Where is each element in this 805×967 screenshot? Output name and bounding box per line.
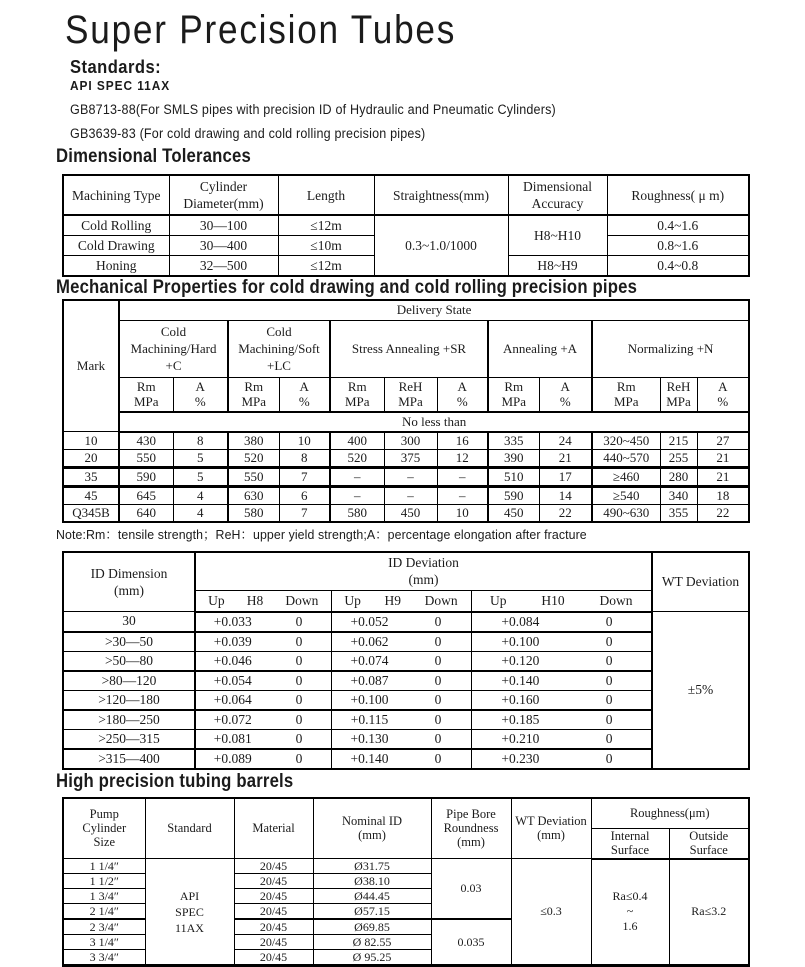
cell: >315—400 [63,749,195,769]
cell: 645 [119,486,173,504]
table-row [63,552,749,591]
cell: 280 [660,467,697,486]
header-wt-deviation: WT Deviation (mm) [511,798,591,859]
cell-straightness: 0.3~1.0/1000 [374,215,508,276]
cell: 1 1/4″ [63,859,145,874]
table-row [63,467,749,486]
cell: +0.033 0 [195,612,331,632]
table-row [63,710,749,730]
cell: +0.064 0 [195,690,331,710]
cell: Ø 95.25 [313,950,431,966]
cell: – [437,467,488,486]
cell: 4 [173,486,228,504]
mechanical-properties-table [62,299,750,523]
id-deviation-table [62,551,750,770]
header-a: A % [437,377,488,412]
header-rm: Rm MPa [592,377,660,412]
cell: 380 [228,432,279,450]
cell: 510 [488,467,539,486]
table-row [63,632,749,652]
cell: 3 1/4″ [63,935,145,950]
cell: ≤12m [278,256,374,277]
cell: +0.052 0 [331,612,471,632]
header-a: A % [539,377,592,412]
cell: 580 [228,504,279,522]
header-cold-machining-soft: Cold Machining/Soft +LC [228,320,330,377]
cell: 375 [384,449,437,467]
cell: 30 [63,612,195,632]
header-rm: Rm MPa [330,377,384,412]
cell: +0.185 0 [471,710,652,730]
cell: – [437,486,488,504]
cell: 7 [279,467,330,486]
header-outside-surface: Outside Surface [669,828,749,859]
cell: 22 [697,504,749,522]
header-rm: Rm MPa [488,377,539,412]
cell: 0.4~0.8 [607,256,749,277]
cell: 215 [660,432,697,450]
cell: +0.160 0 [471,690,652,710]
cell: 20/45 [234,889,313,904]
cell: 20/45 [234,904,313,920]
cell: +0.072 0 [195,710,331,730]
cell: +0.100 0 [471,632,652,652]
header-cold-machining-hard: Cold Machining/Hard +C [119,320,228,377]
standard-gb8713: GB8713-88(For SMLS pipes with precision ID of Hydraulic and Pneumatic Cylinders) [70,101,754,118]
cell: Cold Drawing [63,236,169,256]
cell: 20/45 [234,859,313,874]
header-machining-type: Machining Type [63,175,169,215]
cell: 21 [539,449,592,467]
page-title: Super Precision Tubes [65,8,716,53]
table-row [63,175,749,215]
cell: 550 [119,449,173,467]
cell: +0.039 0 [195,632,331,652]
cell: 630 [228,486,279,504]
cell: 27 [697,432,749,450]
header-id-dimension: ID Dimension (mm) [63,552,195,612]
table-row [63,859,749,874]
cell: >80—120 [63,671,195,691]
cell: 30—400 [169,236,278,256]
table-row [63,671,749,691]
cell: 400 [330,432,384,450]
cell: +0.100 0 [331,690,471,710]
cell: +0.230 0 [471,749,652,769]
cell: +0.210 0 [471,729,652,749]
header-annealing: Annealing +A [488,320,592,377]
tubing-barrels-table [62,797,750,967]
cell: 10 [437,504,488,522]
cell: 440~570 [592,449,660,467]
cell: >120—180 [63,690,195,710]
table-row [63,215,749,236]
section-heading-tubing-barrels: High precision tubing barrels [56,771,715,793]
cell: Ø57.15 [313,904,431,920]
cell: Ø31.75 [313,859,431,874]
cell-wt-deviation: ±5% [652,612,749,769]
header-reh: ReH MPa [660,377,697,412]
table-row [63,377,749,412]
cell: +0.130 0 [331,729,471,749]
table-row [63,504,749,522]
header-pipe-bore-roundness: Pipe Bore Roundness (mm) [431,798,511,859]
cell: 20/45 [234,935,313,950]
cell: 12 [437,449,488,467]
cell: 590 [119,467,173,486]
standard-api-spec: API SPEC 11AX [70,79,768,94]
cell: 21 [697,467,749,486]
cell: – [384,486,437,504]
cell: +0.089 0 [195,749,331,769]
header-rm: Rm MPa [228,377,279,412]
cell: 32—500 [169,256,278,277]
cell: 20 [63,449,119,467]
header-a: A % [173,377,228,412]
header-roughness-group: Roughness(μm) [591,798,749,829]
cell: 2 3/4″ [63,919,145,935]
cell: 640 [119,504,173,522]
cell: 520 [330,449,384,467]
header-reh: ReH MPa [384,377,437,412]
cell: 18 [697,486,749,504]
header-mark: Mark [63,300,119,432]
cell: 3 3/4″ [63,950,145,966]
header-rm: Rm MPa [119,377,173,412]
header-cylinder-diameter: Cylinder Diameter(mm) [169,175,278,215]
cell: ≤10m [278,236,374,256]
cell: Ø 82.55 [313,935,431,950]
cell-accuracy: H8~H10 [508,215,607,256]
header-a: A % [279,377,330,412]
table-row [63,300,749,320]
header-internal-surface: Internal Surface [591,828,669,859]
cell: Ø69.85 [313,919,431,935]
header-up-h10-down: Up H10 Down [471,590,652,612]
cell: >30—50 [63,632,195,652]
header-length: Length [278,175,374,215]
header-a: A % [697,377,749,412]
cell: +0.081 0 [195,729,331,749]
header-pump-cylinder-size: Pump Cylinder Size [63,798,145,859]
cell: 550 [228,467,279,486]
table-row [63,412,749,432]
cell: 22 [539,504,592,522]
cell: Q345B [63,504,119,522]
cell: 590 [488,486,539,504]
cell: 21 [697,449,749,467]
cell: 355 [660,504,697,522]
table-row [63,449,749,467]
cell-roundness: 0.03 [431,859,511,920]
header-dimensional-accuracy: Dimensional Accuracy [508,175,607,215]
table-row [63,690,749,710]
cell: ≤12m [278,215,374,236]
cell: 0.8~1.6 [607,236,749,256]
cell: 2 1/4″ [63,904,145,920]
cell-no-less-than: No less than [119,412,749,432]
table-row [63,798,749,829]
cell: – [330,486,384,504]
cell: 450 [488,504,539,522]
table-row [63,432,749,450]
cell: ≥540 [592,486,660,504]
cell: 0.4~1.6 [607,215,749,236]
cell: 490~630 [592,504,660,522]
header-up-h9-down: Up H9 Down [331,590,471,612]
cell: 1 1/2″ [63,874,145,889]
cell: 255 [660,449,697,467]
cell: +0.087 0 [331,671,471,691]
cell: Honing [63,256,169,277]
cell: +0.115 0 [331,710,471,730]
cell: 20/45 [234,919,313,935]
cell: 35 [63,467,119,486]
cell: 4 [173,504,228,522]
mechanical-note: Note:Rm：tensile strength；ReH：upper yield strength;A：percentage elongation after fracture [56,527,768,543]
header-stress-annealing: Stress Annealing +SR [330,320,488,377]
cell: 7 [279,504,330,522]
table-row [63,486,749,504]
cell: +0.084 0 [471,612,652,632]
header-straightness: Straightness(mm) [374,175,508,215]
header-roughness: Roughness( μ m) [607,175,749,215]
cell: +0.062 0 [331,632,471,652]
cell: 1 3/4″ [63,889,145,904]
standards-section [70,57,805,142]
section-heading-mechanical-properties: Mechanical Properties for cold drawing and cold rolling precision pipes [56,277,715,299]
cell: 14 [539,486,592,504]
cell: 20/45 [234,950,313,966]
table-row [63,749,749,769]
cell: 10 [279,432,330,450]
header-delivery-state: Delivery State [119,300,749,320]
cell: Ø44.45 [313,889,431,904]
cell-roundness: 0.035 [431,919,511,966]
cell: 8 [279,449,330,467]
header-normalizing: Normalizing +N [592,320,749,377]
cell-internal-roughness: Ra≤0.4 ~ 1.6 [591,859,669,966]
cell-wt-deviation: ≤0.3 [511,859,591,966]
cell: 340 [660,486,697,504]
cell: 335 [488,432,539,450]
standards-label: Standards: [70,57,746,77]
cell: 24 [539,432,592,450]
header-material: Material [234,798,313,859]
header-wt-deviation: WT Deviation [652,552,749,612]
cell: 16 [437,432,488,450]
cell: 580 [330,504,384,522]
cell: 390 [488,449,539,467]
cell: Ø38.10 [313,874,431,889]
cell: +0.074 0 [331,651,471,671]
cell: ≥460 [592,467,660,486]
cell: >50—80 [63,651,195,671]
cell: 450 [384,504,437,522]
cell: +0.140 0 [471,671,652,691]
cell: +0.046 0 [195,651,331,671]
header-nominal-id: Nominal ID (mm) [313,798,431,859]
cell: 6 [279,486,330,504]
standard-gb3639: GB3639-83 (For cold drawing and cold rolling precision pipes) [70,125,754,142]
header-standard: Standard [145,798,234,859]
header-id-deviation: ID Deviation (mm) [195,552,652,591]
cell: Cold Rolling [63,215,169,236]
cell: 8 [173,432,228,450]
cell: +0.054 0 [195,671,331,691]
cell-accuracy: H8~H9 [508,256,607,277]
cell-standard: API SPEC 11AX [145,859,234,966]
cell: – [384,467,437,486]
cell: 300 [384,432,437,450]
table-row [63,612,749,632]
cell: >180—250 [63,710,195,730]
cell: 17 [539,467,592,486]
cell: 45 [63,486,119,504]
cell: 430 [119,432,173,450]
cell: 320~450 [592,432,660,450]
table-row [63,651,749,671]
cell: +0.140 0 [331,749,471,769]
section-heading-dimensional-tolerances: Dimensional Tolerances [56,146,715,168]
table-row [63,729,749,749]
cell: 20/45 [234,874,313,889]
cell-outside-roughness: Ra≤3.2 [669,859,749,966]
cell: >250—315 [63,729,195,749]
cell: 520 [228,449,279,467]
cell: 5 [173,467,228,486]
cell: – [330,467,384,486]
cell: 10 [63,432,119,450]
header-up-h8-down: Up H8 Down [195,590,331,612]
dimensional-tolerances-table [62,174,750,277]
cell: 5 [173,449,228,467]
table-row [63,320,749,377]
cell: +0.120 0 [471,651,652,671]
cell: 30—100 [169,215,278,236]
